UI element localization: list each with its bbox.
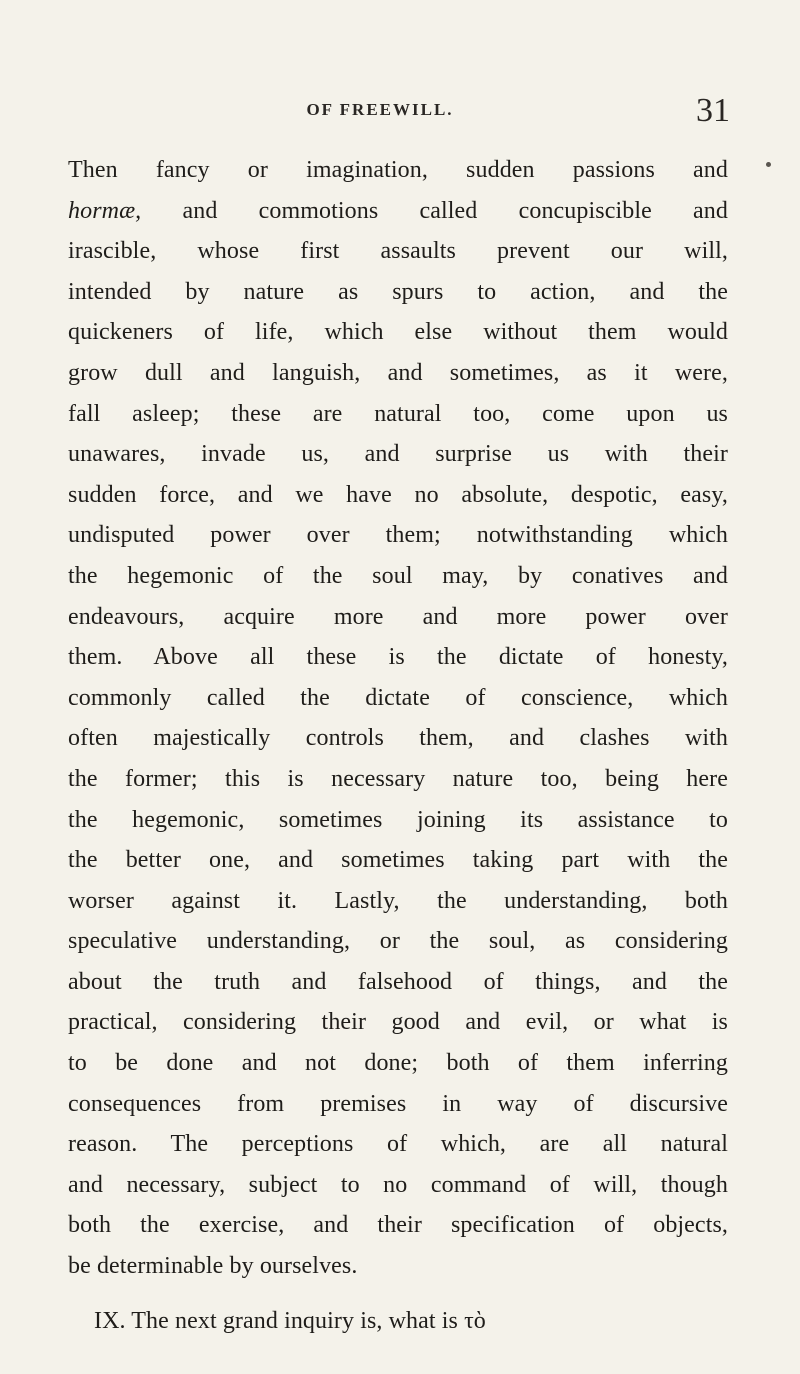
text-line: sudden force, and we have no absolute, despotic, easy,	[68, 481, 728, 508]
text-line: fall asleep; these are natural too, come upon us	[68, 400, 728, 427]
text-line: Then fancy or imagination, sudden passions and	[68, 157, 728, 183]
text-line: the former; this is necessary nature too, being here	[68, 765, 728, 792]
text-line: irascible, whose first assaults prevent our will,	[68, 238, 728, 265]
running-head	[70, 92, 730, 132]
text-line: often majestically controls them, and clashes with	[68, 725, 728, 752]
text-line: and necessary, subject to no command of will, though	[68, 1171, 728, 1198]
italic-term: hormæ,	[68, 197, 142, 224]
page-number: 31	[696, 92, 730, 129]
text-line: unawares, invade us, and surprise us with their	[68, 441, 728, 468]
text-line: speculative understanding, or the soul, as considering	[68, 928, 728, 955]
text-line: consequences from premises in way of discursive	[68, 1090, 728, 1117]
text-line: about the truth and falsehood of things, and the	[68, 968, 728, 995]
text-line: be determinable by ourselves.	[68, 1253, 358, 1280]
text-line: reason. The perceptions of which, are all natural	[68, 1131, 728, 1158]
text-line: them. Above all these is the dictate of honesty,	[68, 644, 728, 671]
section-opening-line: IX. The next grand inquiry is, what is τὸ	[94, 1307, 486, 1334]
text-line: practical, considering their good and evil, or what is	[68, 1009, 728, 1036]
text-line: the hegemonic, sometimes joining its assistance to	[68, 806, 728, 833]
text-line: commonly called the dictate of conscience, which	[68, 684, 728, 711]
text-line: quickeners of life, which else without them would	[68, 319, 728, 346]
text-line: both the exercise, and their specification of objects,	[68, 1212, 728, 1239]
body-text	[68, 150, 728, 1341]
running-title: OF FREEWILL.	[306, 100, 454, 119]
text-line: worser against it. Lastly, the understanding, both	[68, 887, 728, 914]
text-line: the hegemonic of the soul may, by conatives and	[68, 562, 728, 589]
text-line: undisputed power over them; notwithstanding which	[68, 522, 728, 549]
text-line: hormæ, and commotions called concupiscible and	[68, 197, 728, 224]
text-line: intended by nature as spurs to action, and the	[68, 278, 728, 305]
text-line: to be done and not done; both of them inferring	[68, 1050, 728, 1077]
text-line: the better one, and sometimes taking part with the	[68, 847, 728, 874]
margin-dot-mark	[766, 162, 771, 167]
text-line: grow dull and languish, and sometimes, as it were,	[68, 359, 728, 386]
text-line: endeavours, acquire more and more power over	[68, 603, 728, 630]
